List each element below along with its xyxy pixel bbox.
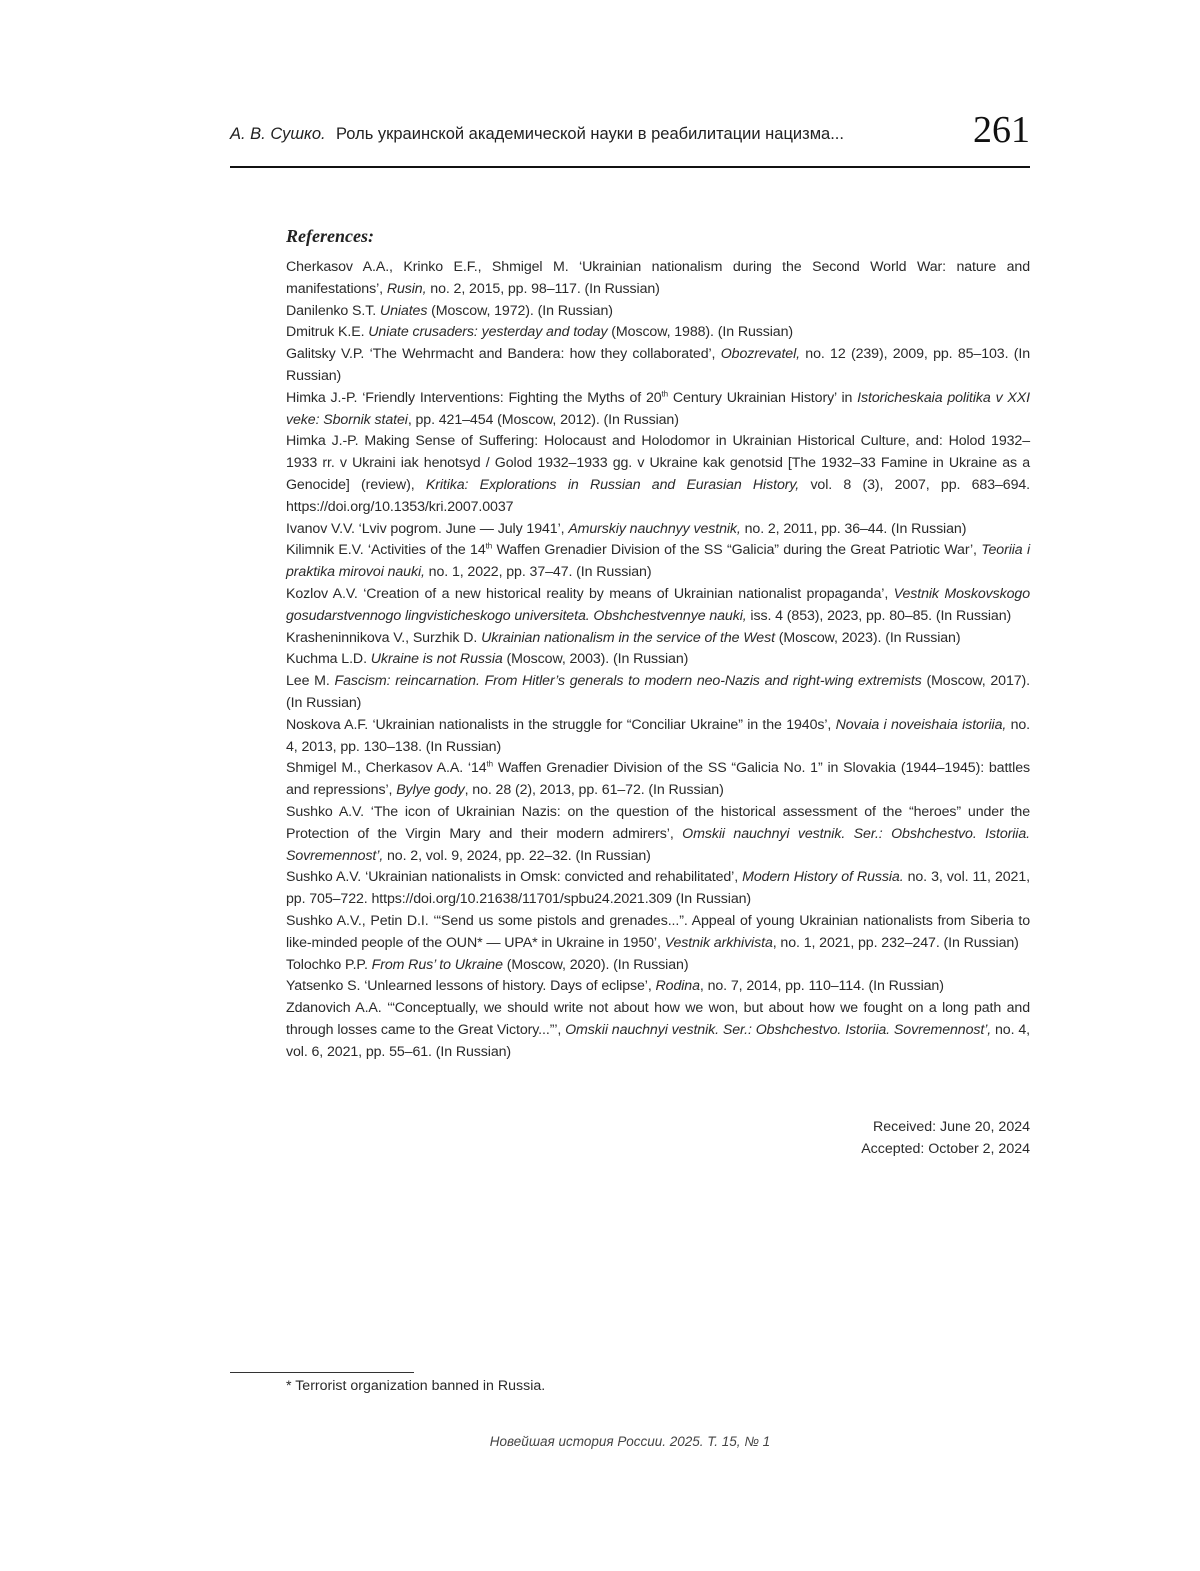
- reference-italic-text: Omskii nauchnyi vestnik. Ser.: Obshchestvo. Istoriia. Sovremennost’,: [286, 825, 1030, 864]
- reference-text: no. 12 (239), 2009, pp. 85–103. (In Russian): [286, 346, 1030, 384]
- reference-text: Shmigel M., Cherkasov A.A. ‘14: [286, 760, 487, 777]
- reference-text: Noskova A.F. ‘Ukrainian nationalists in the struggle for “Conciliar Ukraine” in the 1940s’,: [286, 716, 836, 733]
- reference-italic-text: Teoriia i praktika mirovoi nauki,: [286, 542, 1031, 581]
- reference-text: Kilimnik E.V. ‘Activities of the 14: [286, 542, 486, 559]
- reference-text: no. 4, 2013, pp. 130–138. (In Russian): [286, 716, 1031, 755]
- reference-item: [286, 911, 1030, 955]
- running-head-author: А. В. Сушко.: [230, 125, 326, 143]
- reference-text: Krasheninnikova V., Surzhik D.: [286, 629, 482, 646]
- reference-text: iss. 4 (853), 2023, pp. 80–85. (In Russian): [746, 607, 1012, 624]
- reference-italic-text: Ukrainian nationalism in the service of the West: [481, 629, 775, 646]
- reference-text: Sushko A.V., Petin D.I. ‘“Send us some pistols and grenades...”. Appeal of young Ukrainian nationalists from Siberia to like-minded people of the OUN* — UPA* in Ukraine in 1950’,: [286, 912, 1030, 951]
- reference-item: [286, 671, 1030, 715]
- header-rule: [230, 166, 1030, 168]
- reference-list: [286, 257, 1030, 1063]
- reference-item: [286, 584, 1030, 628]
- reference-text: Danilenko S.T.: [286, 302, 380, 319]
- reference-item: [286, 802, 1030, 867]
- reference-italic-text: Bylye gody: [396, 782, 465, 799]
- reference-item: [286, 715, 1030, 759]
- reference-item: [286, 344, 1030, 388]
- reference-text: vol. 8 (3), 2007, pp. 683–694. https://doi.org/10.1353/kri.2007.0037: [286, 476, 1030, 515]
- reference-italic-text: Obozrevatel,: [720, 346, 800, 363]
- reference-superscript: th: [485, 541, 493, 551]
- reference-text: Zdanovich A.A. ‘“Conceptually, we should write not about how we won, but about how we fought on a long path and through losses came to the Great Victory...”’,: [286, 1000, 1030, 1038]
- reference-italic-text: Ukraine is not Russia: [370, 651, 503, 668]
- reference-superscript: th: [486, 759, 494, 769]
- page-number: 261: [973, 109, 1030, 151]
- reference-text: Tolochko P.P.: [286, 956, 372, 973]
- reference-italic-text: Novaia i noveishaia istoriia,: [835, 716, 1007, 733]
- received-date: Received: June 20, 2024: [873, 1119, 1030, 1135]
- reference-text: Sushko A.V. ‘Ukrainian nationalists in Omsk: convicted and rehabilitated’,: [286, 869, 743, 886]
- reference-text: (Moscow, 2020). (In Russian): [502, 956, 689, 973]
- reference-text: (Moscow, 2023). (In Russian): [774, 629, 961, 646]
- reference-item: [286, 540, 1030, 584]
- running-head-title: Роль украинской академической науки в реабилитации нацизма...: [336, 125, 844, 143]
- reference-text: no. 3, vol. 11, 2021, pp. 705–722. https://doi.org/10.21638/11701/spbu24.2021.309 (In Russian): [286, 869, 1030, 908]
- reference-text: Lee M.: [286, 673, 335, 690]
- reference-superscript: th: [661, 389, 669, 399]
- reference-text: Galitsky V.P. ‘The Wehrmacht and Bandera: how they collaborated’,: [286, 346, 721, 363]
- reference-item: [286, 257, 1030, 301]
- references-section: [286, 226, 1030, 1063]
- reference-item: [286, 955, 1030, 977]
- reference-item: [286, 301, 1030, 323]
- reference-text: Waffen Grenadier Division of the SS “Galicia” during the Great Patriotic War’,: [492, 542, 982, 559]
- reference-text: Cherkasov A.A., Krinko E.F., Shmigel M. ‘Ukrainian nationalism during the Second World War: nature and manifestations’,: [286, 259, 1030, 297]
- accepted-date: Accepted: October 2, 2024: [861, 1141, 1030, 1157]
- reference-italic-text: Rodina: [655, 978, 700, 995]
- reference-italic-text: Vestnik Moskovskogo gosudarstvennogo lingvisticheskogo universiteta. Obshchestvennye nauki,: [286, 585, 1030, 624]
- article-dates: [861, 1116, 1030, 1160]
- reference-text: (Moscow, 1972). (In Russian): [427, 302, 613, 319]
- reference-item: [286, 322, 1030, 344]
- reference-item: [286, 649, 1030, 671]
- reference-item: [286, 519, 1030, 541]
- reference-italic-text: Vestnik arkhivista: [664, 934, 773, 951]
- reference-text: no. 2, 2011, pp. 36–44. (In Russian): [740, 520, 967, 537]
- reference-text: , pp. 421–454 (Moscow, 2012). (In Russian): [407, 411, 679, 428]
- reference-text: , no. 28 (2), 2013, pp. 61–72. (In Russian): [464, 782, 724, 799]
- reference-text: Waffen Grenadier Division of the SS “Galicia No. 1” in Slovakia (1944–1945): battles and repressions’,: [286, 760, 1030, 799]
- reference-text: Himka J.-P. Making Sense of Suffering: Holocaust and Holodomor in Ukrainian Historical Culture, and: Holod 1932–1933 rr. v Ukraini iak henotsyd / Golod 1932–1933 gg. v Ukraine kak genotsid [The 1932–33 Famine in Ukraine as a Genocide] (review),: [286, 433, 1030, 493]
- reference-item: [286, 867, 1030, 911]
- reference-text: no. 2, vol. 9, 2024, pp. 22–32. (In Russian): [383, 847, 651, 864]
- reference-italic-text: From Rus’ to Ukraine: [371, 956, 503, 973]
- reference-item: [286, 628, 1030, 650]
- reference-italic-text: Modern History of Russia.: [742, 869, 904, 886]
- reference-text: no. 2, 2015, pp. 98–117. (In Russian): [426, 280, 660, 297]
- reference-text: Kozlov A.V. ‘Creation of a new historical reality by means of Ukrainian nationalist propaganda’,: [286, 585, 894, 602]
- reference-italic-text: Uniates: [379, 302, 428, 319]
- reference-text: no. 4, vol. 6, 2021, pp. 55–61. (In Russian): [286, 1021, 1030, 1060]
- reference-text: Sushko A.V. ‘The icon of Ukrainian Nazis: on the question of the historical assessment of the “heroes” under the Protection of the Virgin Mary and their modern admirers’,: [286, 803, 1030, 842]
- reference-italic-text: Uniate crusaders: yesterday and today: [368, 324, 608, 341]
- reference-text: , no. 1, 2021, pp. 232–247. (In Russian): [772, 934, 1019, 951]
- reference-italic-text: Omskii nauchnyi vestnik. Ser.: Obshchestvo. Istoriia. Sovremennost’,: [565, 1021, 992, 1038]
- reference-item: [286, 758, 1030, 802]
- running-head: [230, 108, 1030, 158]
- reference-item: [286, 431, 1030, 518]
- reference-italic-text: Fascism: reincarnation. From Hitler’s generals to modern neo-Nazis and right-wing extremists: [334, 673, 922, 690]
- reference-text: (Moscow, 2003). (In Russian): [502, 651, 689, 668]
- footnote: * Terrorist organization banned in Russia.: [286, 1378, 546, 1394]
- journal-footer: Новейшая история России. 2025. Т. 15, № 1: [489, 1434, 771, 1449]
- references-heading: References:: [286, 226, 374, 246]
- reference-item: [286, 388, 1030, 432]
- reference-italic-text: Amurskiy nauchnyy vestnik,: [568, 520, 741, 537]
- reference-text: , no. 7, 2014, pp. 110–114. (In Russian): [699, 978, 944, 995]
- reference-item: [286, 976, 1030, 998]
- reference-text: Dmitruk K.E.: [286, 324, 369, 341]
- reference-text: (Moscow, 1988). (In Russian): [607, 324, 794, 341]
- reference-item: [286, 998, 1030, 1063]
- reference-text: Yatsenko S. ‘Unlearned lessons of history. Days of eclipse’,: [286, 978, 656, 995]
- reference-text: (Moscow, 2017). (In Russian): [286, 673, 1030, 711]
- reference-text: Century Ukrainian History’ in: [668, 389, 858, 406]
- reference-text: Ivanov V.V. ‘Lviv pogrom. June — July 1941’,: [286, 520, 569, 537]
- reference-italic-text: Rusin,: [386, 280, 427, 297]
- reference-text: Himka J.-P. ‘Friendly Interventions: Fighting the Myths of 20: [286, 389, 662, 406]
- reference-italic-text: Istoricheskaia politika v XXI veke: Sbornik statei: [286, 389, 1030, 428]
- reference-text: no. 1, 2022, pp. 37–47. (In Russian): [424, 564, 652, 581]
- footnote-rule: [230, 1372, 414, 1373]
- reference-italic-text: Kritika: Explorations in Russian and Eurasian History,: [425, 476, 800, 493]
- reference-text: Kuchma L.D.: [286, 651, 371, 668]
